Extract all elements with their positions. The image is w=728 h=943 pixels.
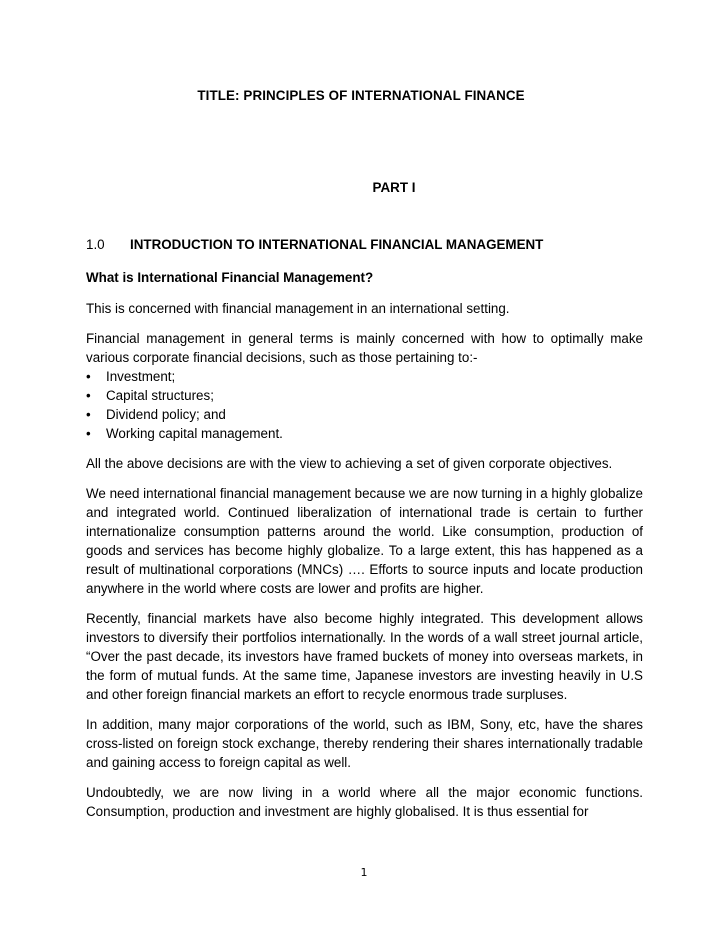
page-number: 1 xyxy=(360,866,368,879)
list-item xyxy=(86,424,643,443)
list-item xyxy=(86,386,643,405)
document-title: TITLE: PRINCIPLES OF INTERNATIONAL FINANCE xyxy=(197,88,525,103)
paragraph: Undoubtedly, we are now living in a world where all the major economic functions. Consumption, production and investment are highly globalised. It is thus essential for xyxy=(86,785,643,819)
section-number: 1.0 xyxy=(86,237,105,252)
paragraph: We need international financial management because we are now turning in a highly globalize and integrated world. Continued liberalization of international trade is certain to further internationalize consumption patterns around the world. Like consumption, production of goods and services has become highly globalize. To a large extent, this has happened as a result of multinational corporations (MNCs) …. Efforts to source inputs and locate production anywhere in the world where costs are lower and profits are higher. xyxy=(86,486,643,596)
section-heading xyxy=(86,235,643,254)
list-item xyxy=(86,405,643,424)
subheading: What is International Financial Management? xyxy=(86,270,374,285)
list-item-text: Working capital management. xyxy=(106,426,283,441)
list-item-text: Investment; xyxy=(106,369,176,384)
paragraph: All the above decisions are with the view to achieving a set of given corporate objectives. xyxy=(86,456,613,471)
paragraph: This is concerned with financial management in an international setting. xyxy=(86,301,510,316)
paragraph: In addition, many major corporations of the world, such as IBM, Sony, etc, have the shares cross-listed on foreign stock exchange, thereby rendering their shares internationally tradable and gaining access to foreign capital as well. xyxy=(86,717,643,770)
bullet-icon: • xyxy=(86,369,91,384)
document-body xyxy=(86,235,643,832)
list-item-text: Dividend policy; and xyxy=(106,407,226,422)
bullet-icon: • xyxy=(86,388,91,403)
list-item-text: Capital structures; xyxy=(106,388,214,403)
list-item xyxy=(86,367,643,386)
paragraph: Financial management in general terms is mainly concerned with how to optimally make various corporate financial decisions, such as those pertaining to:- xyxy=(86,331,643,365)
bullet-icon: • xyxy=(86,426,91,441)
bullet-icon: • xyxy=(86,407,91,422)
bullet-list xyxy=(86,367,643,443)
paragraph: Recently, financial markets have also become highly integrated. This development allows investors to diversify their portfolios internationally. In the words of a wall street journal article, “Over the past decade, its investors have framed buckets of money into overseas markets, in the form of mutual funds. At the same time, Japanese investors are investing heavily in U.S and other foreign financial markets an effort to recycle enormous trade surpluses. xyxy=(86,611,643,702)
part-heading: PART I xyxy=(372,180,416,195)
section-title: INTRODUCTION TO INTERNATIONAL FINANCIAL MANAGEMENT xyxy=(130,237,544,252)
